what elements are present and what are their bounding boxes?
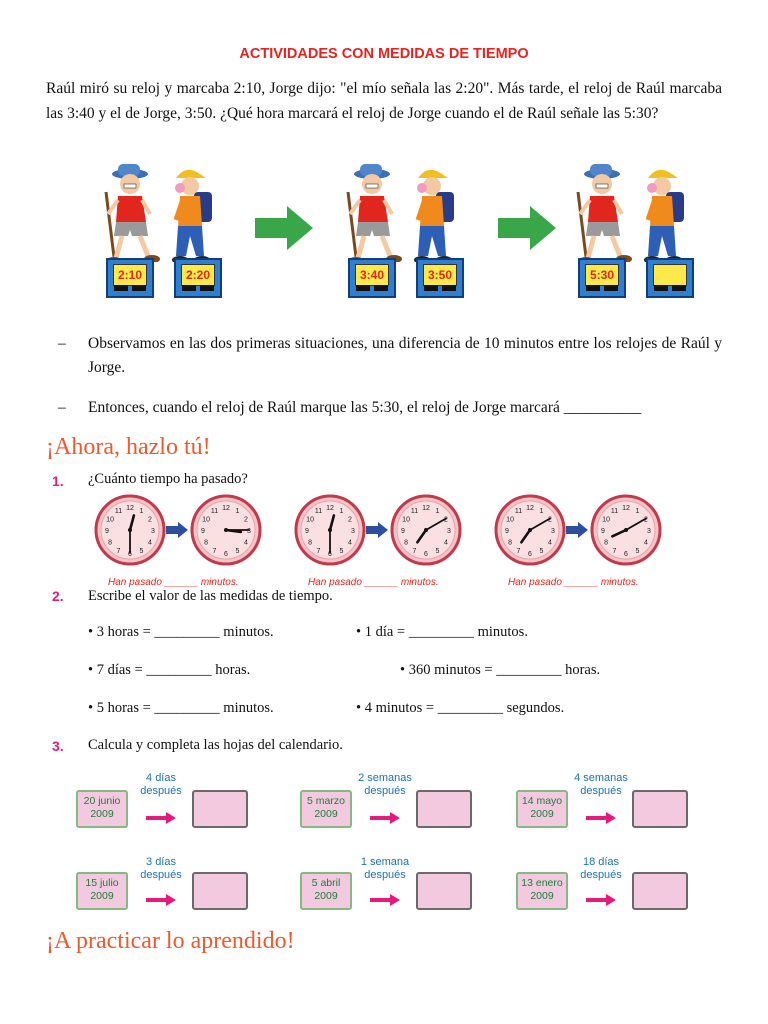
svg-text:5: 5 xyxy=(339,547,344,555)
calendar-exercise xyxy=(300,766,500,836)
jorge-clock-display: 2:20 xyxy=(181,264,215,286)
svg-text:10: 10 xyxy=(506,516,514,524)
calendar-start-year: 2009 xyxy=(530,890,554,902)
raul-clock-display: 5:30 xyxy=(585,264,619,286)
arrow-right-icon xyxy=(366,522,388,538)
raul-clock xyxy=(106,258,154,298)
svg-text:1: 1 xyxy=(635,508,640,516)
svg-text:12: 12 xyxy=(526,505,534,512)
svg-text:7: 7 xyxy=(412,547,417,555)
calendar-answer-sheet[interactable] xyxy=(416,790,472,828)
interval-amount: 1 semana xyxy=(360,856,410,868)
svg-text:11: 11 xyxy=(410,508,419,516)
analog-clock xyxy=(92,492,168,568)
question-number: 2. xyxy=(52,588,64,604)
svg-text:11: 11 xyxy=(514,508,523,516)
svg-text:5: 5 xyxy=(139,547,144,555)
svg-text:12: 12 xyxy=(422,505,430,512)
analog-clock xyxy=(188,492,264,568)
jorge-clock xyxy=(174,258,222,298)
question-text: Calcula y completa las hojas del calendario. xyxy=(88,737,343,753)
interval-after: después xyxy=(364,785,406,797)
svg-text:5: 5 xyxy=(435,547,440,555)
analog-clock xyxy=(388,492,464,568)
svg-text:12: 12 xyxy=(326,505,334,512)
svg-text:8: 8 xyxy=(508,539,513,547)
svg-text:2: 2 xyxy=(243,516,248,524)
calendar-start-year: 2009 xyxy=(530,808,554,820)
raul-clock xyxy=(348,258,396,298)
svg-text:8: 8 xyxy=(308,539,313,547)
interval-label xyxy=(566,856,636,882)
conversion-item: • 3 horas = _________ minutos. xyxy=(88,624,274,640)
arrow-right-icon xyxy=(166,522,188,538)
svg-text:2: 2 xyxy=(147,516,152,524)
calendar-exercise xyxy=(516,766,716,836)
calendar-start-date: 20 junio xyxy=(83,795,121,807)
elapsed-caption: Han pasado ______ minutos. xyxy=(508,577,639,588)
svg-text:12: 12 xyxy=(622,505,630,512)
svg-text:7: 7 xyxy=(516,547,521,555)
svg-text:2: 2 xyxy=(347,516,352,524)
calendar-answer-sheet[interactable] xyxy=(192,790,248,828)
svg-text:12: 12 xyxy=(126,505,134,512)
svg-text:4: 4 xyxy=(347,539,352,547)
svg-text:6: 6 xyxy=(224,551,228,558)
calendar-start-date: 13 enero xyxy=(521,877,563,889)
arrow-right-icon xyxy=(146,894,176,906)
calendar-exercise xyxy=(516,848,716,918)
svg-text:3: 3 xyxy=(151,528,155,535)
observation-2: – Entonces, cuando el reloj de Raúl marque las 5:30, el reloj de Jorge marcará __________ xyxy=(58,399,642,416)
calendar-start-year: 2009 xyxy=(90,890,114,902)
intro-paragraph: Raúl miró su reloj y marcaba 2:10, Jorge dijo: "el mío señala las 2:20". Más tarde, el reloj de Raúl marcaba las 3:40 y el de Jorge, 3:50. ¿Qué hora marcará el reloj de Jorge cuando el de Raúl señale las 5:30? xyxy=(46,80,722,122)
svg-text:4: 4 xyxy=(147,539,152,547)
elapsed-caption: Han pasado ______ minutos. xyxy=(108,577,239,588)
arrow-right-icon xyxy=(498,206,556,250)
svg-text:11: 11 xyxy=(314,508,323,516)
svg-text:9: 9 xyxy=(601,528,605,535)
svg-text:3: 3 xyxy=(647,528,651,535)
arrow-right-icon xyxy=(255,206,313,250)
svg-text:1: 1 xyxy=(539,508,544,516)
svg-text:10: 10 xyxy=(202,516,210,524)
question-text: ¿Cuánto tiempo ha pasado? xyxy=(88,471,248,487)
interval-after: después xyxy=(580,785,622,797)
raul-clock xyxy=(578,258,626,298)
svg-text:4: 4 xyxy=(443,539,448,547)
hikers-figures xyxy=(342,162,472,262)
calendar-answer-sheet[interactable] xyxy=(632,790,688,828)
conversion-item: • 1 día = _________ minutos. xyxy=(356,624,528,640)
svg-text:12: 12 xyxy=(222,505,230,512)
raul-clock-display: 2:10 xyxy=(113,264,147,286)
interval-label xyxy=(126,856,196,882)
svg-text:8: 8 xyxy=(404,539,409,547)
svg-text:11: 11 xyxy=(610,508,619,516)
svg-text:11: 11 xyxy=(114,508,123,516)
svg-text:3: 3 xyxy=(351,528,355,535)
svg-text:5: 5 xyxy=(635,547,640,555)
calendar-start-date: 5 marzo xyxy=(307,795,345,807)
elapsed-caption: Han pasado ______ minutos. xyxy=(308,577,439,588)
question-number: 3. xyxy=(52,738,64,754)
svg-text:3: 3 xyxy=(447,528,451,535)
calendar-start-sheet xyxy=(516,790,568,828)
svg-text:1: 1 xyxy=(235,508,240,516)
svg-text:4: 4 xyxy=(547,539,552,547)
calendar-answer-sheet[interactable] xyxy=(416,872,472,910)
interval-label xyxy=(350,856,420,882)
calendar-answer-sheet[interactable] xyxy=(192,872,248,910)
hikers-illustration xyxy=(100,162,700,302)
calendar-answer-sheet[interactable] xyxy=(632,872,688,910)
raul-clock-display: 3:40 xyxy=(355,264,389,286)
svg-text:9: 9 xyxy=(305,528,309,535)
jorge-clock xyxy=(416,258,464,298)
interval-after: después xyxy=(140,785,182,797)
svg-text:3: 3 xyxy=(247,528,251,535)
jorge-clock xyxy=(646,258,694,298)
arrow-right-icon xyxy=(586,894,616,906)
question-text: Escribe el valor de las medidas de tiempo. xyxy=(88,588,333,604)
svg-text:2: 2 xyxy=(547,516,552,524)
interval-after: después xyxy=(140,869,182,881)
svg-text:6: 6 xyxy=(624,551,628,558)
arrow-right-icon xyxy=(370,812,400,824)
svg-text:7: 7 xyxy=(212,547,217,555)
svg-text:9: 9 xyxy=(505,528,509,535)
calendar-start-year: 2009 xyxy=(90,808,114,820)
arrow-right-icon xyxy=(566,522,588,538)
svg-text:7: 7 xyxy=(612,547,617,555)
section-heading-now: ¡Ahora, hazlo tú! xyxy=(46,434,211,460)
arrow-right-icon xyxy=(586,812,616,824)
interval-amount: 3 días xyxy=(146,856,176,868)
calendar-start-date: 14 mayo xyxy=(521,795,563,807)
svg-text:3: 3 xyxy=(551,528,555,535)
conversion-item: • 5 horas = _________ minutos. xyxy=(88,700,274,716)
analog-clock xyxy=(588,492,664,568)
svg-text:6: 6 xyxy=(528,551,532,558)
svg-text:1: 1 xyxy=(139,508,144,516)
interval-amount: 4 días xyxy=(146,772,176,784)
calendar-exercise xyxy=(300,848,500,918)
svg-text:5: 5 xyxy=(235,547,240,555)
interval-label xyxy=(126,772,196,798)
worksheet-title: ACTIVIDADES CON MEDIDAS DE TIEMPO xyxy=(239,46,529,62)
conversion-item: • 7 días = _________ horas. xyxy=(88,662,251,678)
svg-text:10: 10 xyxy=(306,516,314,524)
interval-amount: 4 semanas xyxy=(574,772,628,784)
calendar-exercise xyxy=(76,766,276,836)
svg-text:8: 8 xyxy=(204,539,209,547)
interval-after: después xyxy=(364,869,406,881)
svg-text:7: 7 xyxy=(116,547,121,555)
svg-text:2: 2 xyxy=(443,516,448,524)
calendar-start-year: 2009 xyxy=(314,808,338,820)
calendar-start-sheet xyxy=(76,790,128,828)
arrow-right-icon xyxy=(146,812,176,824)
calendar-start-sheet xyxy=(516,872,568,910)
jorge-clock-display xyxy=(653,264,687,286)
interval-after: después xyxy=(580,869,622,881)
hikers-figures xyxy=(100,162,230,262)
svg-text:10: 10 xyxy=(602,516,610,524)
question-number: 1. xyxy=(52,473,64,489)
svg-text:6: 6 xyxy=(424,551,428,558)
svg-text:5: 5 xyxy=(539,547,544,555)
section-heading-practice: ¡A practicar lo aprendido! xyxy=(46,928,295,954)
svg-text:7: 7 xyxy=(316,547,321,555)
svg-text:10: 10 xyxy=(106,516,114,524)
conversion-item: • 360 minutos = _________ horas. xyxy=(400,662,601,678)
interval-label xyxy=(566,772,636,798)
svg-text:4: 4 xyxy=(643,539,648,547)
svg-text:10: 10 xyxy=(402,516,410,524)
svg-text:9: 9 xyxy=(105,528,109,535)
interval-amount: 2 semanas xyxy=(358,772,412,784)
svg-text:9: 9 xyxy=(201,528,205,535)
calendar-start-year: 2009 xyxy=(314,890,338,902)
analog-clock xyxy=(492,492,568,568)
svg-text:11: 11 xyxy=(210,508,219,516)
jorge-clock-display: 3:50 xyxy=(423,264,457,286)
svg-text:1: 1 xyxy=(435,508,440,516)
svg-text:4: 4 xyxy=(243,539,248,547)
hikers-figures xyxy=(572,162,702,262)
svg-text:8: 8 xyxy=(604,539,609,547)
svg-text:9: 9 xyxy=(401,528,405,535)
calendar-start-date: 15 julio xyxy=(85,877,119,889)
interval-amount: 18 días xyxy=(582,856,620,868)
svg-text:6: 6 xyxy=(128,551,132,558)
svg-text:6: 6 xyxy=(328,551,332,558)
analog-clock xyxy=(292,492,368,568)
calendar-start-sheet xyxy=(76,872,128,910)
conversion-item: • 4 minutos = _________ segundos. xyxy=(356,700,565,716)
observation-1: – Observamos en las dos primeras situaciones, una diferencia de 10 minutos entre los relojes de Raúl y Jorge. xyxy=(58,335,722,376)
calendar-exercise xyxy=(76,848,276,918)
arrow-right-icon xyxy=(370,894,400,906)
calendar-start-sheet xyxy=(300,872,352,910)
calendar-exercises xyxy=(0,766,768,906)
calendar-start-sheet xyxy=(300,790,352,828)
svg-text:8: 8 xyxy=(108,539,113,547)
svg-text:1: 1 xyxy=(339,508,344,516)
interval-label xyxy=(350,772,420,798)
svg-text:2: 2 xyxy=(643,516,648,524)
calendar-start-date: 5 abril xyxy=(311,877,341,889)
